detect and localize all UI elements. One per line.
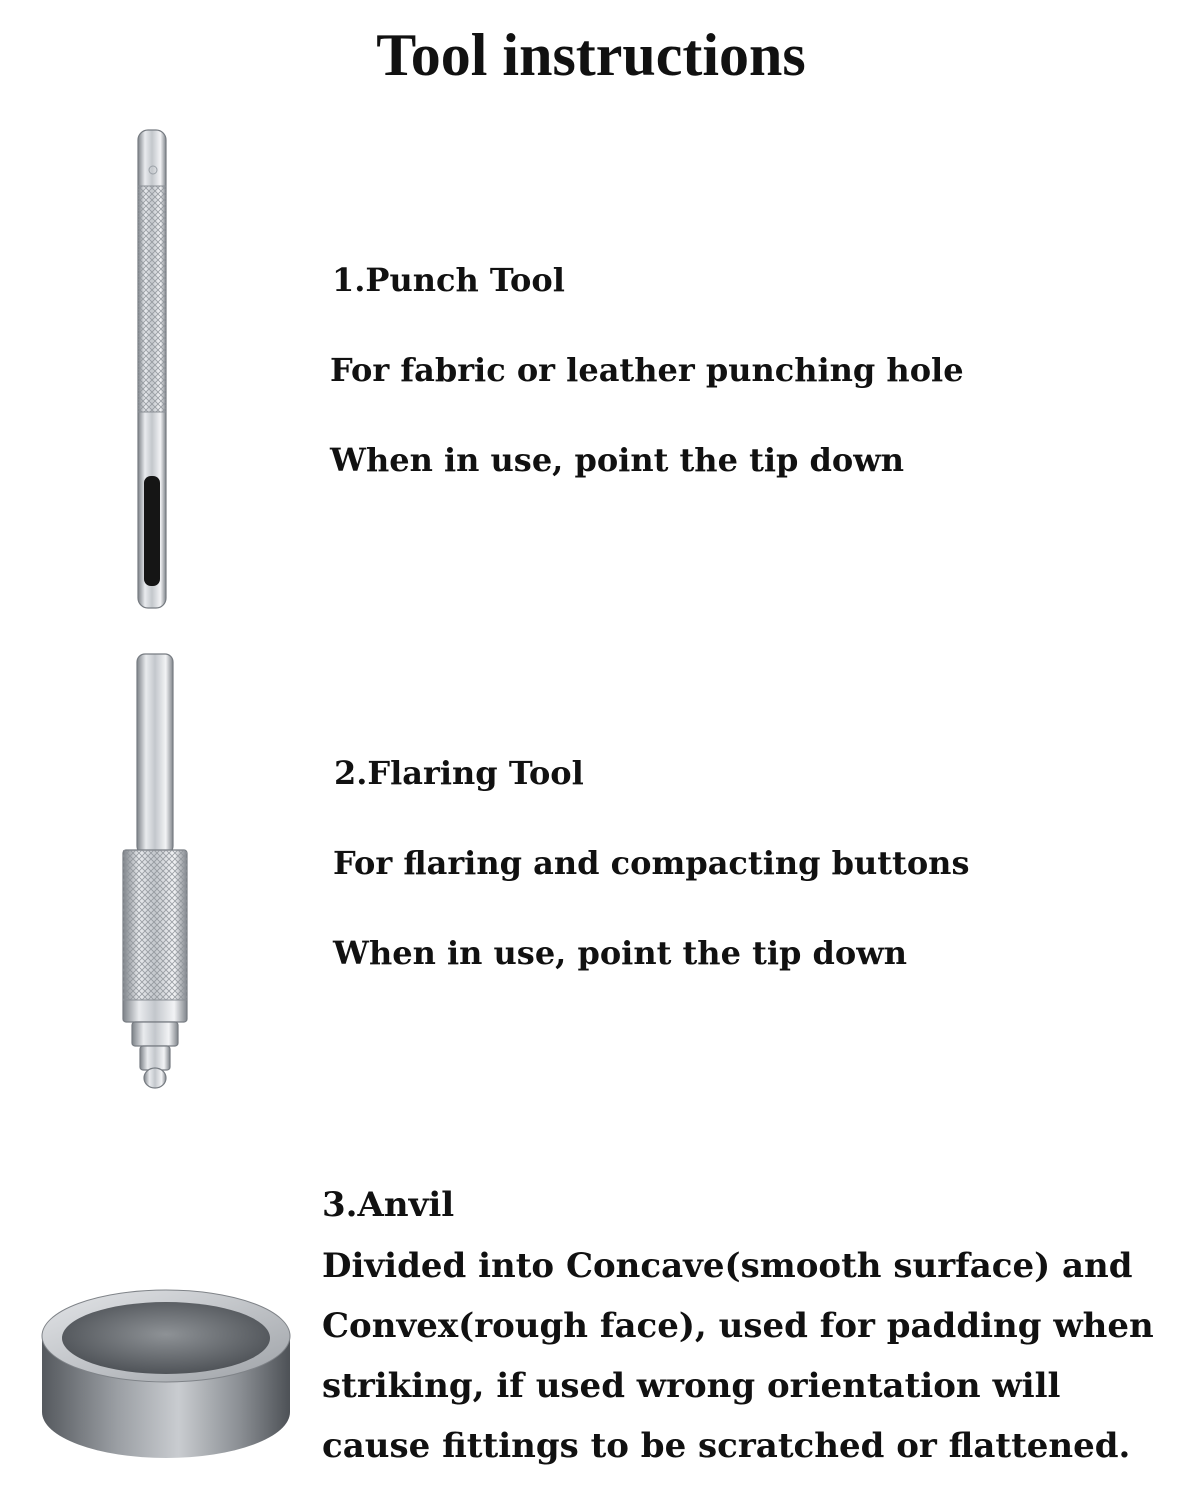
- flaring-tool-icon: [118, 652, 192, 1092]
- page-title: Tool instructions: [376, 22, 806, 88]
- flaring-tool-description: For flaring and compacting buttons: [333, 844, 970, 882]
- flaring-tool-usage: When in use, point the tip down: [333, 934, 908, 972]
- punch-tool-heading: 1.Punch Tool: [332, 261, 565, 299]
- flaring-tool-heading: 2.Flaring Tool: [334, 754, 584, 792]
- anvil-icon: [38, 1284, 294, 1466]
- punch-tool-description: For fabric or leather punching hole: [330, 351, 964, 389]
- anvil-description-line-4: cause fittings to be scratched or flattened.: [322, 1426, 1131, 1466]
- punch-tool-usage: When in use, point the tip down: [330, 441, 905, 479]
- anvil-description-line-2: Convex(rough face), used for padding when: [322, 1306, 1154, 1346]
- punch-tool-icon: [128, 128, 178, 612]
- anvil-heading: 3.Anvil: [322, 1185, 455, 1225]
- anvil-description-line-1: Divided into Concave(smooth surface) and: [322, 1246, 1133, 1286]
- anvil-description-line-3: striking, if used wrong orientation will: [322, 1366, 1061, 1406]
